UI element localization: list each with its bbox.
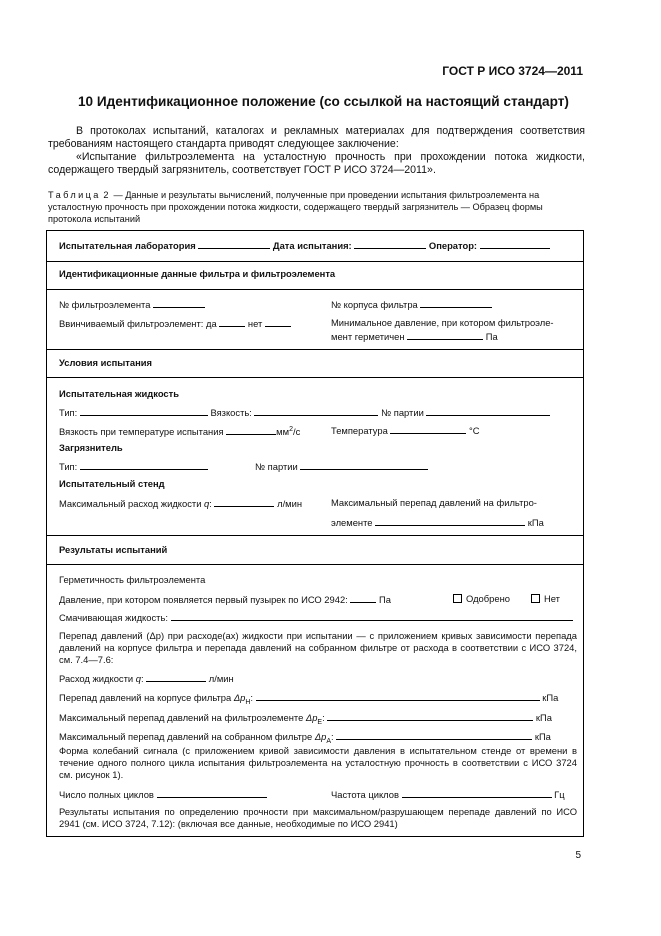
fluid-type-row: [59, 406, 550, 419]
unit-l-min: л/мин: [208, 673, 234, 684]
dp-subscript: E: [317, 718, 323, 726]
visc-unit-2: /с: [292, 426, 301, 438]
flow-field[interactable]: [146, 672, 206, 682]
colon: :: [209, 498, 212, 509]
temperature-label: Температура: [331, 425, 388, 436]
unit-l-min: л/мин: [277, 498, 303, 509]
element-no-field[interactable]: [153, 298, 205, 308]
visc-temp-row: [59, 424, 300, 438]
unit-hz: Гц: [554, 789, 565, 800]
contaminant-batch-row: [255, 460, 428, 473]
max-dp-line1: Максимальный перепад давлений на фильтро-: [331, 497, 537, 508]
results-title: Результаты испытаний: [59, 544, 168, 555]
colon: :: [331, 731, 334, 742]
dp-housing-row: [59, 691, 558, 709]
dp-symbol: Δp: [305, 712, 318, 723]
freq-field[interactable]: [402, 788, 552, 798]
row-divider: [47, 535, 583, 536]
flow-row: [59, 672, 234, 685]
ident-title: Идентификационные данные фильтра и фильтроэлемента: [59, 268, 336, 279]
row-divider: [47, 349, 583, 350]
dp-element-field[interactable]: [327, 711, 533, 721]
wetting-row: [59, 611, 573, 624]
dp-element-row: [59, 711, 552, 729]
unit-pa: Па: [485, 331, 498, 342]
batch-label: № партии: [381, 407, 424, 418]
row-divider: [47, 564, 583, 565]
strength-text: Результаты испытания по определению прочности при максимальном/разрушающем перепаде давлений по ИСО 2941 (см. ИСО 3724, 7.12): (включая все данные, необходимые по ИСО 2941): [59, 806, 577, 829]
lab-field[interactable]: [198, 239, 270, 249]
max-flow-field[interactable]: [214, 497, 274, 507]
housing-no-label: № корпуса фильтра: [331, 299, 418, 310]
row-divider: [47, 261, 583, 262]
row-divider: [47, 289, 583, 290]
wetting-label: Смачивающая жидкость:: [59, 612, 168, 623]
temperature-row: [331, 424, 480, 437]
type-label: Тип:: [59, 407, 78, 418]
unit-kpa: кПа: [535, 712, 552, 723]
bubble-row: [59, 593, 391, 606]
approved-checkbox[interactable]: [453, 594, 462, 603]
stand-title: Испытательный стенд: [59, 478, 165, 489]
unit-deg-c: °С: [469, 425, 480, 436]
lab-label: Испытательная лаборатория: [59, 240, 196, 251]
dp-text: Перепад давлений (Δp) при расходе(ах) жидкости при испытании — с приложением кривых зависимости перепада давлений на корпусе фильтра и перепада давлений на собранном фильтре от расхода в соответствии с ИСО 3724, см. 7.4—7.6:: [59, 630, 577, 665]
max-dp-line2: [331, 516, 544, 529]
waveform-text: Форма колебаний сигнала (с приложением кривой зависимости давления в испытательном стенде от времени в течение одного полного цикла испытания фильтроэлемента на усталостную прочность в соответствии с ИСО 3724 см. рисунок 1).: [59, 745, 577, 780]
element-no-label: № фильтроэлемента: [59, 299, 151, 310]
test-report-form: [46, 230, 584, 837]
min-pressure-line1: Минимальное давление, при котором фильтроэле-: [331, 317, 554, 328]
freq-row: [331, 788, 565, 801]
dp-element-label: Максимальный перепад давлений на фильтроэлементе: [59, 712, 304, 723]
max-dp-label: элементе: [331, 517, 373, 528]
section-heading: 10 Идентификационное положение (со ссылкой на настоящий стандарт): [78, 94, 569, 109]
max-dp-field[interactable]: [375, 516, 525, 526]
conditions-title: Условия испытания: [59, 357, 152, 368]
freq-label: Частота циклов: [331, 789, 399, 800]
cycles-label: Число полных циклов: [59, 789, 154, 800]
viscosity-label: Вязкость:: [210, 407, 252, 418]
bubble-label: Давление, при котором появляется первый пузырек по ИСО 2942:: [59, 594, 348, 605]
no-label: Нет: [544, 593, 560, 604]
temperature-field[interactable]: [390, 424, 466, 434]
dp-subscript: H: [245, 698, 251, 706]
max-flow-label: Максимальный расход жидкости: [59, 498, 202, 509]
dp-subscript: A: [326, 737, 332, 745]
lab-row: [59, 239, 550, 252]
operator-label: Оператор:: [428, 240, 478, 251]
batch-label: № партии: [255, 461, 298, 472]
dp-assembled-label: Максимальный перепад давлений на собранном фильтре: [59, 731, 313, 742]
dp-assembled-field[interactable]: [336, 730, 532, 740]
contaminant-type-row: [59, 460, 208, 473]
visc-temp-field[interactable]: [226, 425, 276, 435]
dp-symbol: Δp: [314, 731, 327, 742]
visc-temp-label: Вязкость при температуре испытания: [59, 426, 224, 438]
colon: :: [140, 673, 144, 684]
unit-kpa: кПа: [527, 517, 544, 528]
no-option[interactable]: [531, 593, 560, 605]
dp-symbol: Δp: [233, 692, 246, 703]
colon: :: [322, 712, 325, 723]
housing-no-row: [331, 298, 492, 311]
type-label: Тип:: [59, 461, 78, 472]
flow-label: Расход жидкости: [59, 673, 134, 684]
operator-field[interactable]: [480, 239, 550, 249]
screw-in-no-label: нет: [247, 318, 263, 329]
contaminant-batch-field[interactable]: [300, 460, 428, 470]
contaminant-type-field[interactable]: [80, 460, 208, 470]
fluid-type-field[interactable]: [80, 406, 208, 416]
colon: :: [250, 692, 254, 703]
approved-label: Одобрено: [466, 593, 510, 604]
screw-in-no-field[interactable]: [265, 317, 291, 327]
screw-in-row: [59, 317, 291, 330]
page-number: 5: [575, 850, 581, 861]
wetting-field[interactable]: [171, 611, 573, 621]
element-no-row: [59, 298, 205, 311]
date-label: Дата испытания:: [272, 240, 352, 251]
caption-label: Таблица: [48, 190, 101, 200]
q-symbol: q: [135, 673, 141, 684]
caption-number: 2: [103, 190, 111, 200]
min-pressure-line2: [331, 330, 498, 343]
cycles-row: [59, 788, 267, 801]
unit-kpa: кПа: [542, 692, 559, 703]
contaminant-title: Загрязнитель: [59, 442, 123, 453]
min-pressure-label: мент герметичен: [331, 331, 405, 342]
screw-in-yes-field[interactable]: [219, 317, 245, 327]
tightness-title: Герметичность фильтроэлемента: [59, 574, 206, 585]
dp-housing-label: Перепад давлений на корпусе фильтра: [59, 692, 232, 703]
paragraph-intro: В протоколах испытаний, каталогах и рекламных материалах для подтверждения соответствия требованиям настоящего стандарта приводят следующее заключение:: [48, 125, 585, 150]
q-symbol: q: [204, 498, 210, 509]
visc-unit-sup: 2: [289, 426, 293, 433]
unit-kpa: кПа: [534, 731, 551, 742]
approved-option[interactable]: [453, 593, 510, 605]
visc-unit: мм: [276, 426, 290, 438]
max-flow-row: [59, 497, 302, 510]
date-field[interactable]: [354, 239, 426, 249]
fluid-title: Испытательная жидкость: [59, 388, 180, 399]
min-pressure-field[interactable]: [407, 330, 483, 340]
viscosity-field[interactable]: [254, 406, 378, 416]
paragraph-statement: «Испытание фильтроэлемента на усталостную прочность при прохождении потока жидкости, содержащего твердый загрязнитель, соответствует ГОСТ Р ИСО 3724—2011».: [48, 151, 585, 176]
caption-text: — Данные и результаты вычислений, полученные при проведении испытания фильтроэлемента на усталостную прочность при прохождении потока жидкости, содержащего твердый загрязнитель — Образец формы протокола испытаний: [48, 190, 543, 224]
no-checkbox[interactable]: [531, 594, 540, 603]
housing-no-field[interactable]: [420, 298, 492, 308]
cycles-field[interactable]: [157, 788, 267, 798]
screw-in-label: Ввинчиваемый фильтроэлемент: да: [59, 318, 217, 329]
row-divider: [47, 377, 583, 378]
unit-pa: Па: [379, 594, 391, 605]
standard-number: ГОСТ Р ИСО 3724—2011: [442, 64, 583, 78]
dp-housing-field[interactable]: [256, 691, 540, 701]
table-caption: [48, 189, 585, 225]
batch-field[interactable]: [426, 406, 550, 416]
bubble-field[interactable]: [350, 593, 376, 603]
